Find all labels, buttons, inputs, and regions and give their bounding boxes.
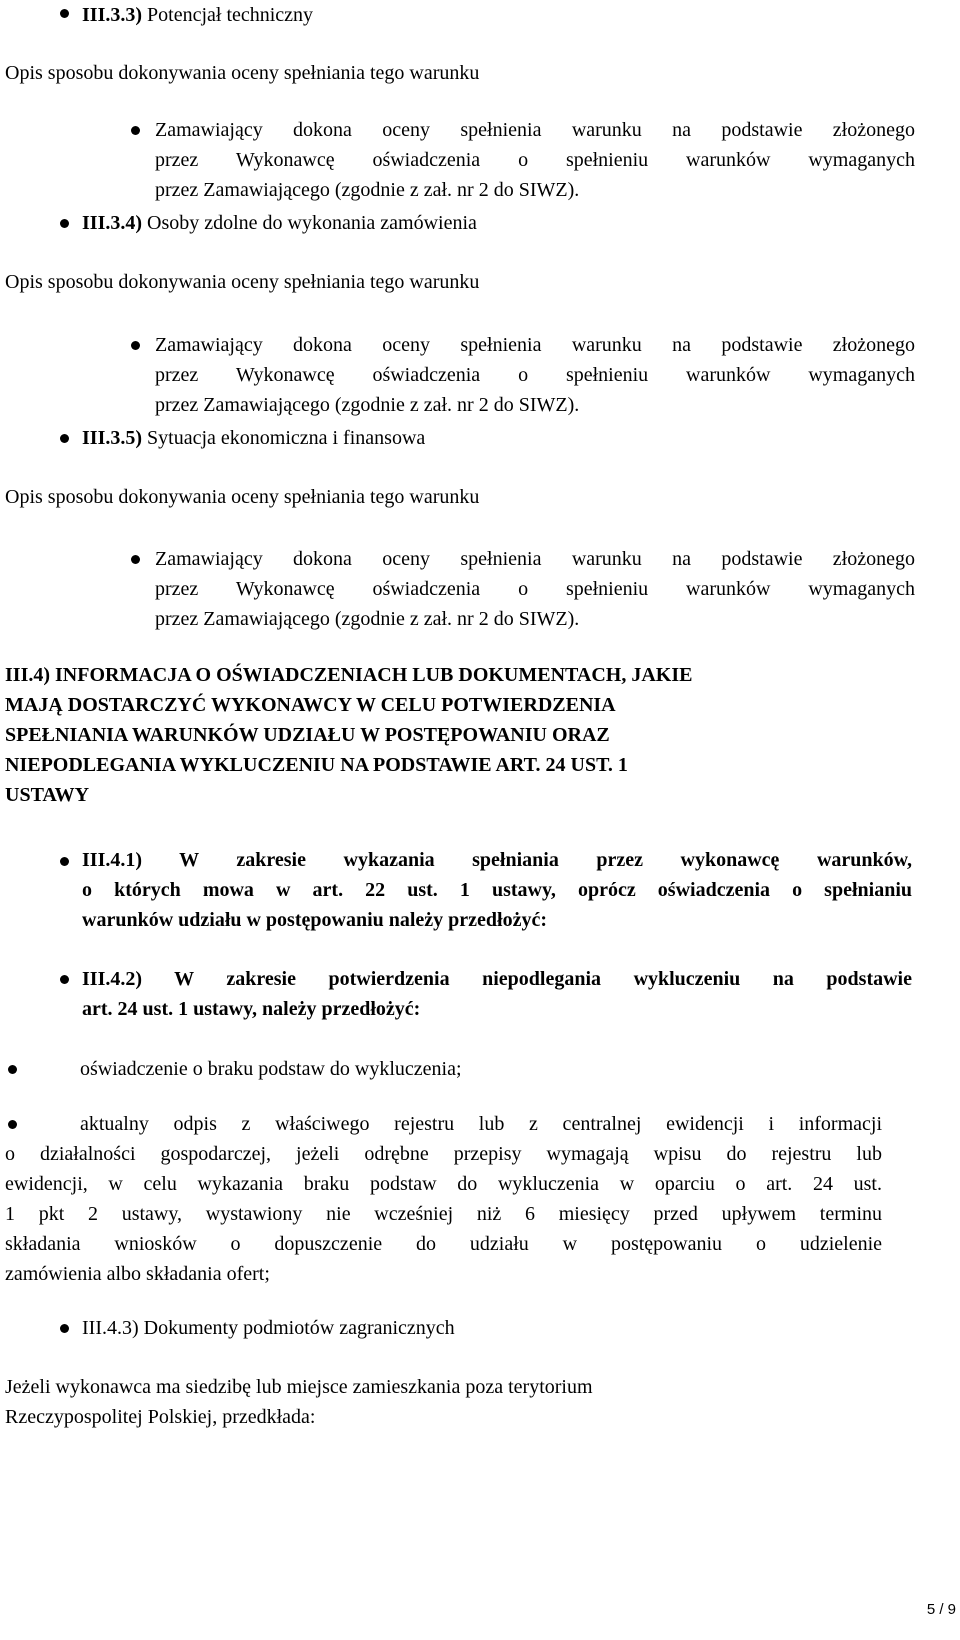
opis-label: Opis sposobu dokonywania oceny spełniania tego warunku — [5, 62, 480, 84]
bullet — [131, 555, 140, 564]
foreign-paragraph: Jeżeli wykonawca ma siedzibę lub miejsce zamieszkania poza terytorium Rzeczypospolitej Polskiej, przedkłada: — [5, 1376, 593, 1428]
page-number: 5 / 9 — [926, 1601, 956, 1618]
item-4-1: III.4.1) W zakresie wykazania spełniania przez wykonawcę warunków, o których mowa w art. 22 ust. 1 ustawy, oprócz oświadczenia o spełnianiu warunków udziału w postępowaniu należy przedłożyć: — [82, 849, 912, 931]
section-heading — [82, 0, 313, 30]
condition-detail: Zamawiający dokona oceny spełnienia warunku na podstawie złożonego przez Wykonawcę oświadczenia o spełnieniu warunków wymaganych przez Zamawiającego (zgodnie z zał. nr 2 do SIWZ). — [155, 119, 915, 201]
bullet — [60, 975, 69, 984]
section-number: III.3.4) — [82, 212, 143, 234]
condition-detail: Zamawiający dokona oceny spełnienia warunku na podstawie złożonego przez Wykonawcę oświadczenia o spełnieniu warunków wymaganych przez Zamawiającego (zgodnie z zał. nr 2 do SIWZ). — [155, 548, 915, 630]
section-heading — [82, 423, 425, 453]
section-title: Sytuacja ekonomiczna i finansowa — [147, 427, 426, 449]
opis-label: Opis sposobu dokonywania oceny spełniania tego warunku — [5, 486, 480, 508]
document-item: oświadczenie o braku podstaw do wykluczenia; — [80, 1058, 462, 1080]
item-4-3: III.4.3) Dokumenty podmiotów zagranicznych — [82, 1317, 455, 1339]
bullet — [60, 1324, 69, 1333]
section-title: Osoby zdolne do wykonania zamówienia — [147, 212, 477, 234]
condition-detail: Zamawiający dokona oceny spełnienia warunku na podstawie złożonego przez Wykonawcę oświadczenia o spełnieniu warunków wymaganych przez Zamawiającego (zgodnie z zał. nr 2 do SIWZ). — [155, 334, 915, 416]
bullet — [131, 341, 140, 350]
bullet — [131, 126, 140, 135]
document-item: aktualny odpis z właściwego rejestru lub z centralnej ewidencji i informacji o działalności gospodarczej, jeżeli odrębne przepisy wymagają wpisu do rejestru lub ewidencji, w celu wykazania braku podstaw do wykluczenia w oparciu o art. 24 ust. 1 pkt 2 ustawy, wystawiony nie wcześniej niż 6 miesięcy przed upływem terminu składania wniosków o dopuszczenie do udziału w postępowaniu o udzielenie zamówienia albo składania ofert; — [5, 1113, 882, 1285]
section-number: III.3.3) — [82, 4, 143, 26]
item-4-2: III.4.2) W zakresie potwierdzenia niepodlegania wykluczeniu na podstawie art. 24 ust. 1 ustawy, należy przedłożyć: — [82, 968, 912, 1020]
section-4-heading: III.4) INFORMACJA O OŚWIADCZENIACH LUB DOKUMENTACH, JAKIE MAJĄ DOSTARCZYĆ WYKONAWCY W CELU POTWIERDZENIA SPEŁNIANIA WARUNKÓW UDZIAŁU W POSTĘPOWANIU ORAZ NIEPODLEGANIA WYKLUCZENIU NA PODSTAWIE ART. 24 UST. 1 USTAWY — [5, 664, 693, 806]
bullet — [60, 857, 69, 866]
bullet — [60, 9, 69, 18]
section-number: III.3.5) — [82, 427, 143, 449]
section-heading — [82, 208, 477, 238]
bullet — [60, 219, 69, 228]
section-title: Potencjał techniczny — [147, 4, 314, 26]
bullet — [8, 1065, 17, 1074]
opis-label: Opis sposobu dokonywania oceny spełniania tego warunku — [5, 271, 480, 293]
bullet — [60, 434, 69, 443]
